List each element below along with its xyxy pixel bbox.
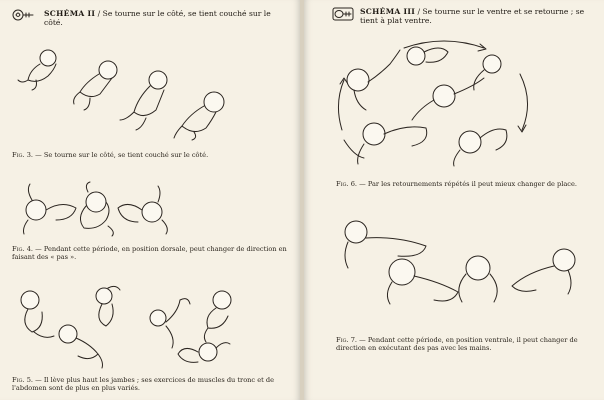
fig-7-text: — Pendant cette période, en position ventrale, il peut changer de direction en exécutant des pas avec les mains. [336,336,578,353]
baby-figure [387,259,458,304]
fig-3-caption [12,151,292,159]
baby-figure [358,123,427,164]
fig-4-text: — Pendant cette période, en position dorsale, peut changer de direction en faisant des « pas ». [12,245,287,262]
fig-3-illustration [8,40,238,140]
left-page [0,0,300,400]
scheme-description: / Se tourne sur le ventre et se retourne ; se tient à plat ventre. [360,7,585,25]
baby-figure [21,291,54,337]
fig-6-illustration [334,34,554,170]
fig-3-label: Fig. 3. [12,151,34,159]
baby-figure [96,286,120,326]
baby-figure [204,291,231,342]
baby-figure [150,299,190,348]
baby-figure [120,71,167,130]
scheme-title: SCHÉMA II [44,9,96,18]
baby-figure [74,61,117,110]
baby-figure [474,55,501,90]
baby-figure [345,221,426,268]
fig-5-text: — Il lève plus haut les jambes ; ses exercices de muscles du tronc et de l'abdomen sont de plus en plus variés. [12,376,274,393]
fig-6-text: — Par les retournements répétés il peut mieux changer de place. [357,180,578,188]
baby-figure [407,47,448,65]
left-page-header [44,9,284,27]
baby-figure [80,182,113,236]
fig-4-illustration [12,180,192,238]
fig-5-label: Fig. 5. [12,376,34,384]
publisher-logo-icon [12,8,34,22]
publisher-logo-icon [332,7,354,21]
fig-4-caption [12,245,294,262]
fig-4-label: Fig. 4. [12,245,34,253]
fig-3-text: — Se tourne sur le côté, se tient couché sur le côté. [33,151,209,159]
baby-figure [459,256,497,302]
fig-6-label: Fig. 6. [336,180,358,188]
baby-figure [174,92,224,140]
arrow-icon [518,125,526,132]
baby-figure [347,50,400,110]
fig-5-illustration [8,282,244,370]
baby-figure [18,50,56,90]
fig-7-label: Fig. 7. [336,336,358,344]
right-page-header [360,7,596,25]
baby-figure [512,249,575,294]
baby-figure [24,184,77,234]
baby-figure [412,78,484,120]
scheme-description: / Se tourne sur le côté, se tient couché sur le côté. [44,9,271,27]
baby-figure [454,129,507,166]
right-page [304,0,604,400]
baby-figure [59,325,103,368]
fig-7-caption [336,336,598,353]
fig-7-illustration [328,212,590,316]
baby-figure [118,186,167,234]
scheme-title: SCHÉMA III [360,7,416,16]
baby-figure [178,343,230,363]
fig-5-caption [12,376,294,393]
fig-6-caption [336,180,596,188]
